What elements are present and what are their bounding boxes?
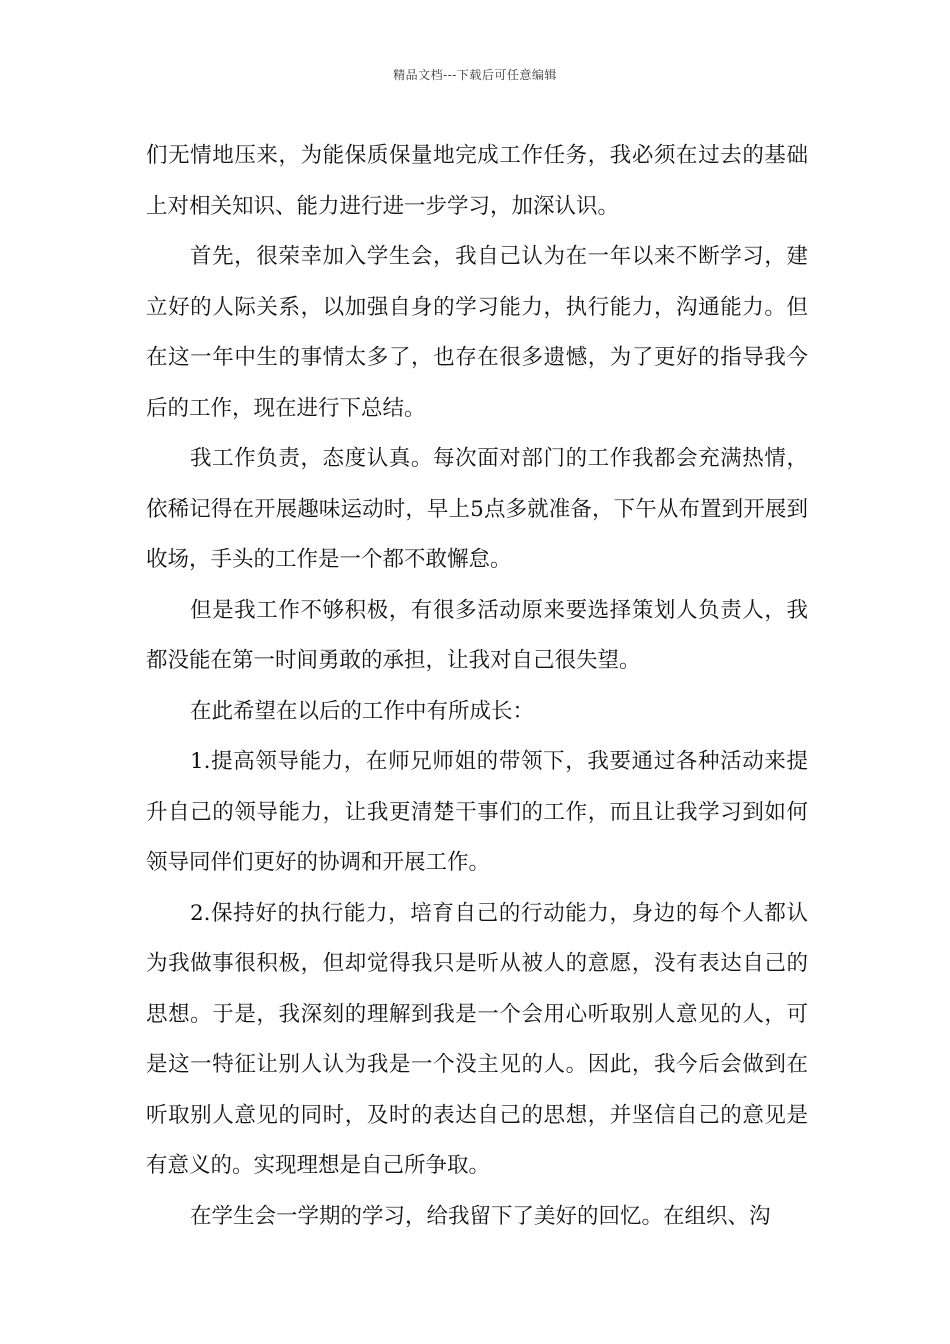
paragraph: 在此希望在以后的工作中有所成长： [190, 698, 535, 724]
page-header: 精品文档---下载后可任意编辑 [393, 68, 557, 82]
paragraph: 但是我工作不够积极，有很多活动原来要选择策划人负责人，我都没能在第一时间勇敢的承担，让我对自己很失望。 [146, 597, 808, 673]
paragraph: 我工作负责，态度认真。每次面对部门的工作我都会充满热情，依稀记得在开展趣味运动时，早上5点多就准备，下午从布置到开展到收场，手头的工作是一个都不敢懈怠。 [146, 446, 808, 572]
paragraph: 首先，很荣幸加入学生会，我自己认为在一年以来不断学习，建立好的人际关系，以加强自身的学习能力，执行能力，沟通能力。但在这一年中生的事情太多了，也存在很多遗憾，为了更好的指导我今后的工作，现在进行下总结。 [146, 244, 808, 421]
paragraph: 在学生会一学期的学习，给我留下了美好的回忆。在组织、沟 [190, 1203, 771, 1229]
list-item: 1.提高领导能力，在师兄师姐的带领下，我要通过各种活动来提升自己的领导能力，让我更清楚干事们的工作，而且让我学习到如何领导同伴们更好的协调和开展工作。 [146, 749, 808, 875]
paragraph-continuation: 们无情地压来，为能保质保量地完成工作任务，我必须在过去的基础上对相关知识、能力进行进一步学习，加深认识。 [146, 143, 808, 219]
list-item: 2.保持好的执行能力，培育自己的行动能力，身边的每个人都认为我做事很积极，但却觉得我只是听从被人的意愿，没有表达自己的思想。于是，我深刻的理解到我是一个会用心听取别人意见的人，可是这一特征让别人认为我是一个没主见的人。因此，我今后会做到在听取别人意见的同时，及时的表达自己的思想，并坚信自己的意见是有意义的。实现理想是自己所争取。 [146, 900, 808, 1178]
document-body [146, 131, 808, 1242]
